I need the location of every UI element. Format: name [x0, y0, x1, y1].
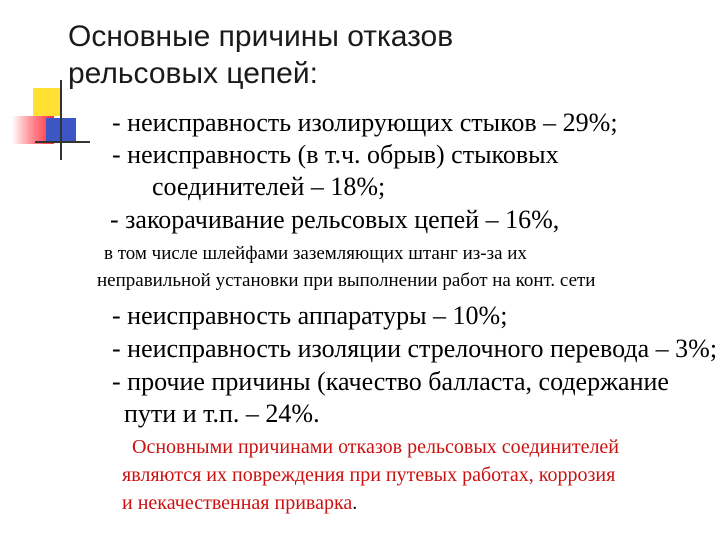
list-item: - неисправность аппаратуры – 10%; [112, 301, 508, 330]
note-line-2: являются их повреждения при путевых работах, коррозия [122, 464, 616, 486]
title-line-1: Основные причины отказов [68, 20, 454, 53]
list-item: соединителей – 18%; [152, 172, 386, 201]
title-line-2: рельсовых цепей: [68, 57, 318, 90]
note-period: . [352, 492, 358, 514]
list-item: неправильной установки при выполнении работ на конт. сети [97, 270, 596, 291]
slide-title [68, 18, 668, 92]
decor-vertical-line [60, 80, 62, 160]
list-item: - неисправность изолирующих стыков – 29%; [112, 108, 618, 137]
note-line-3-text: и некачественная приварка [122, 492, 353, 514]
list-item: пути и т.п. – 24%. [124, 399, 320, 428]
decor-horizontal-line [35, 141, 90, 143]
list-item: - неисправность (в т.ч. обрыв) стыковых [112, 140, 559, 169]
list-item: - прочие причины (качество балласта, содержание [112, 367, 669, 396]
decor-yellow-square [33, 88, 61, 116]
list-item: в том числе шлейфами заземляющих штанг из-за их [104, 243, 527, 264]
note-line-3 [122, 492, 357, 515]
note-line-1: Основными причинами отказов рельсовых соединителей [132, 436, 620, 458]
list-item: - неисправность изоляции стрелочного перевода – 3%; [112, 334, 718, 363]
list-item: - закорачивание рельсовых цепей – 16%, [110, 205, 560, 234]
